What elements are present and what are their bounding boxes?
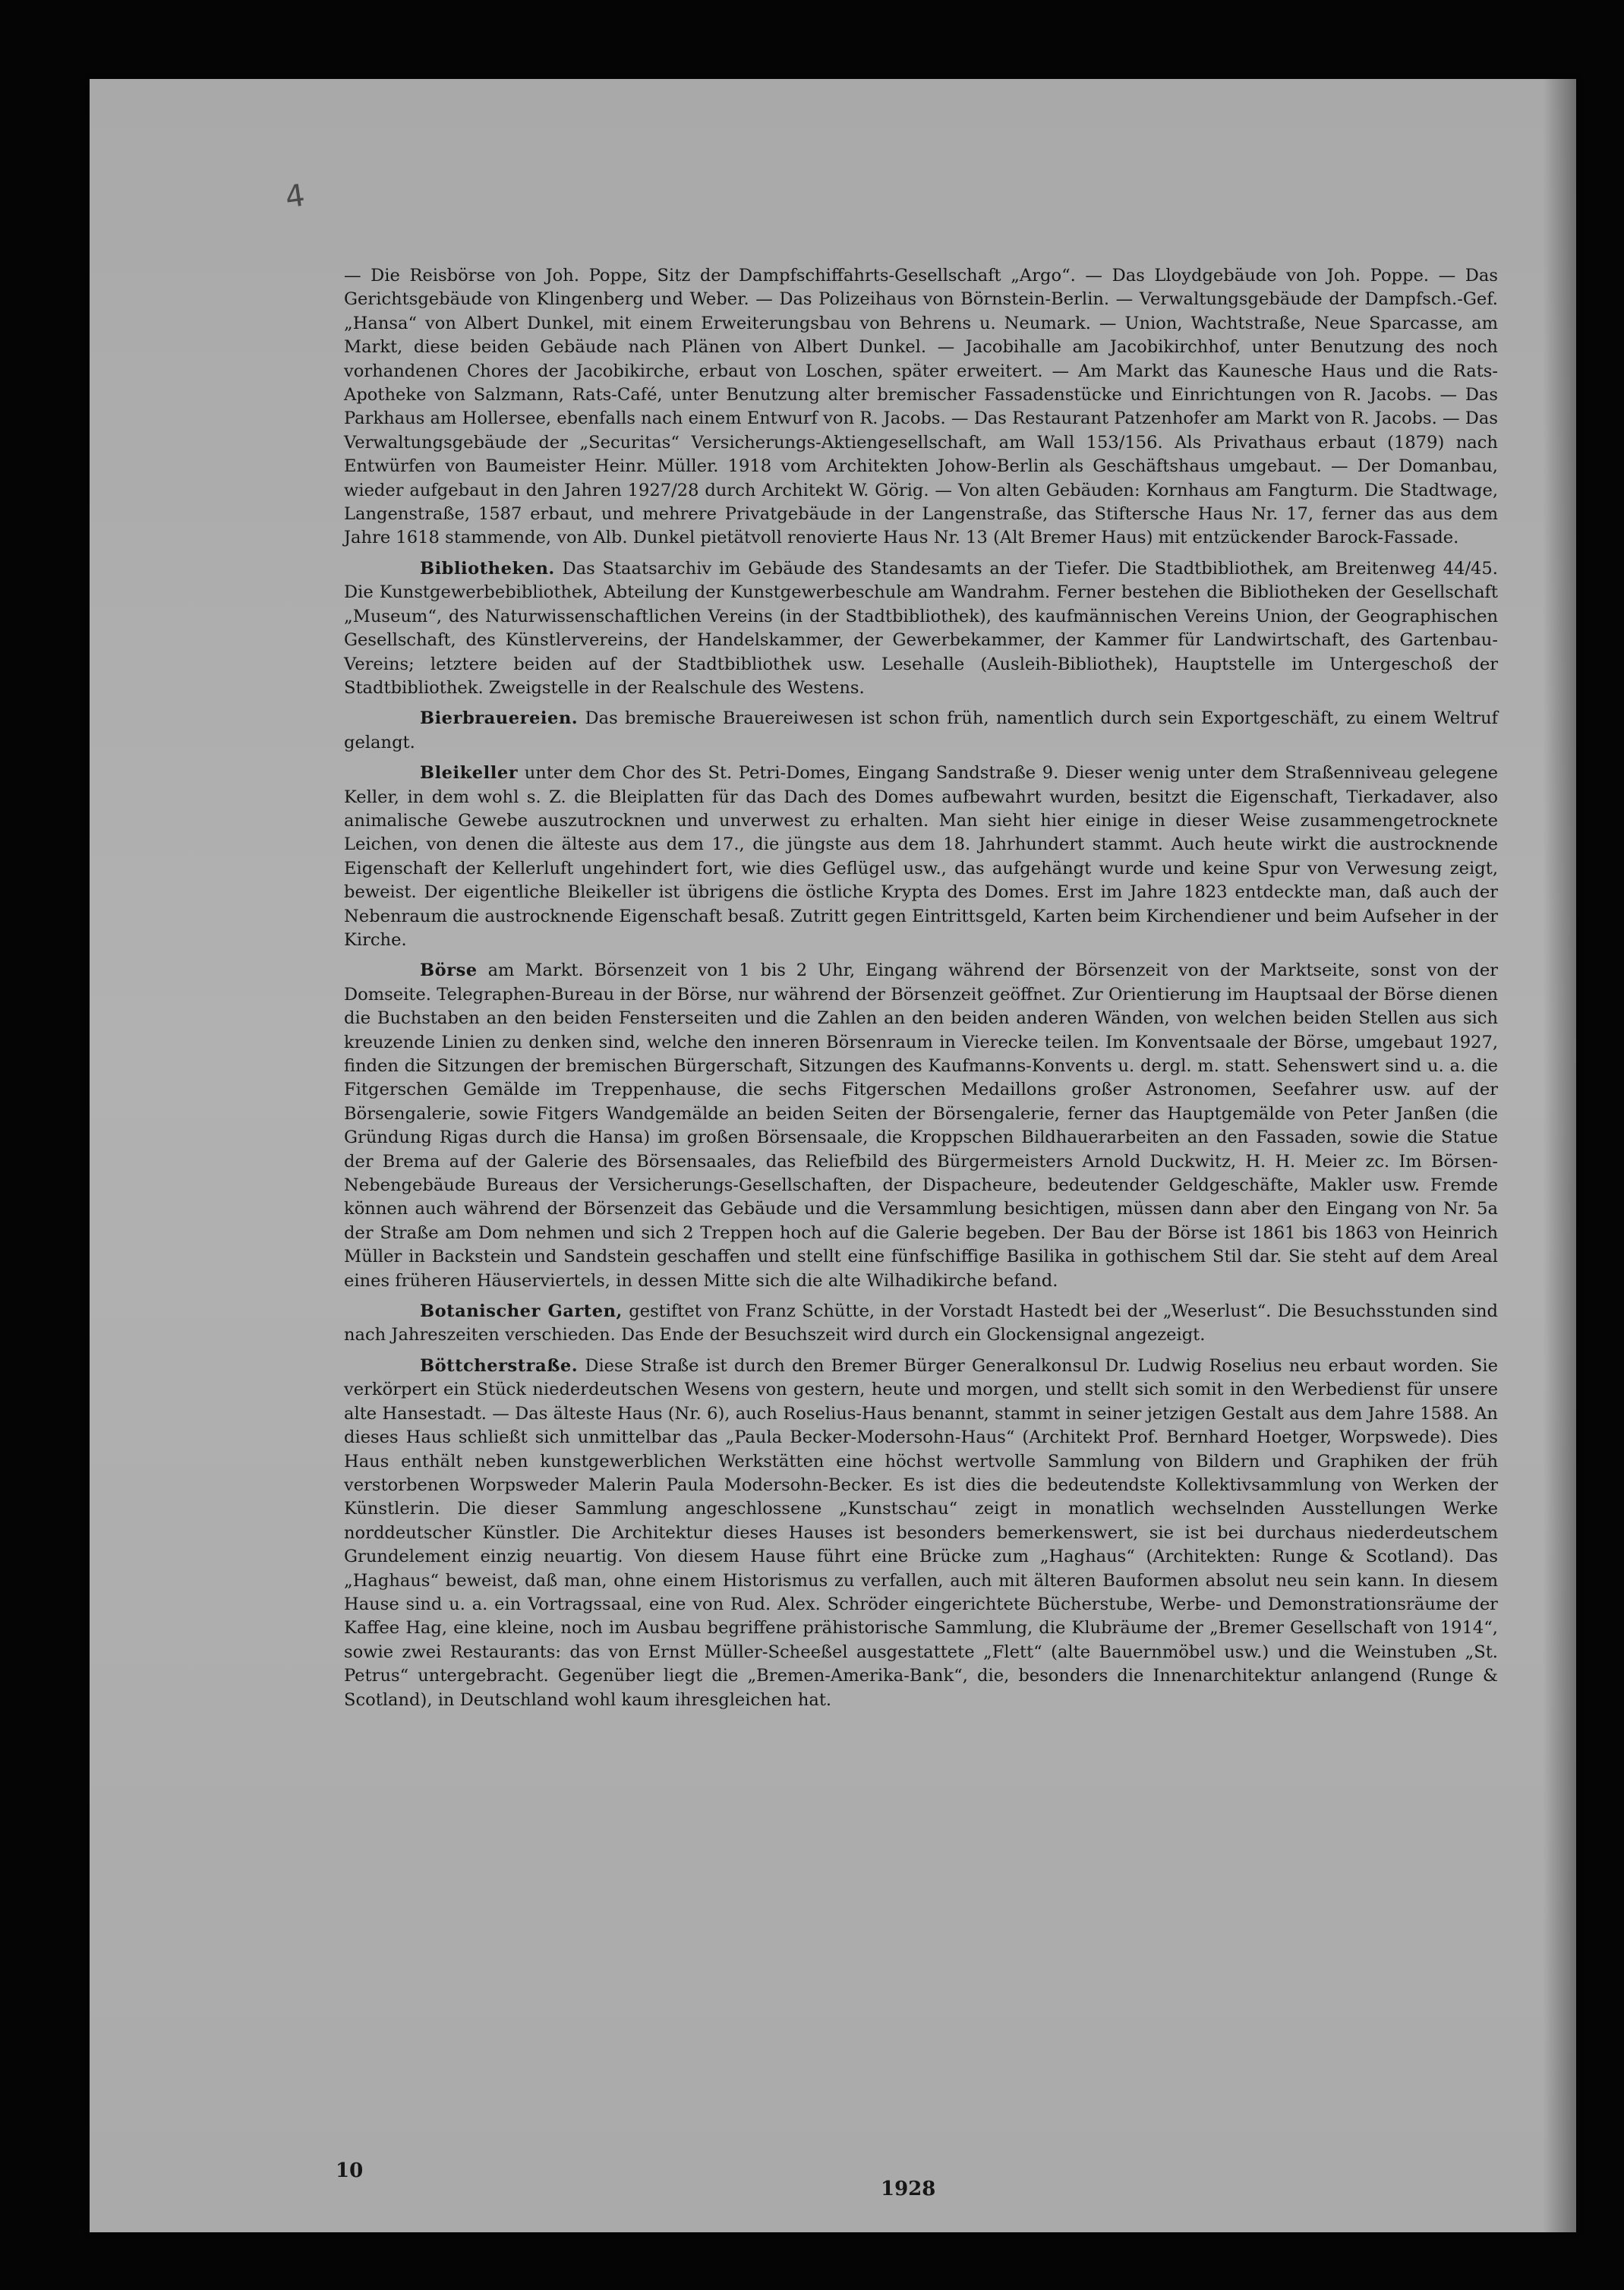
margin-mark: 4 (282, 178, 307, 216)
paragraph-lead: Bleikeller (420, 763, 519, 784)
paragraph-text: Diese Straße ist durch den Bremer Bürger Generalkonsul Dr. Ludwig Roselius neu erbaut worden. Sie verkörpert ein Stück niederdeutschen Wesens von gestern, heute und morgen, und stellt sich somit in den Werbedienst für unsere alte Hansestadt. — Das älteste Haus (Nr. 6), auch Roselius-Haus benannt, stammt in seiner jetzigen Gestalt aus dem Jahre 1588. An dieses Haus schließt sich unmittelbar das „Paula Becker-Modersohn-Haus“ (Architekt Prof. Bernhard Hoetger, Worpswede). Dies Haus enthält neben kunstgewerblichen Werkstätten eine höchst wertvolle Sammlung von Bildern und Graphiken der früh verstorbenen Worpsweder Malerin Paula Modersohn-Becker. Es ist dies die bedeutendste Kollektivsammlung von Werken der Künstlerin. Die dieser Sammlung angeschlossene „Kunstschau“ zeigt in monatlich wechselnden Ausstellungen Werke norddeutscher Künstler. Die Architektur dieses Hauses ist besonders bemerkenswert, sie ist bei durchaus niederdeutschem Grundelement einzig neuartig. Von diesem Hause führt eine Brücke zum „Haghaus“ (Architekten: Runge & Scotland). Das „Haghaus“ beweist, daß man, ohne einem Historismus zu verfallen, auch mit älteren Bauformen absolut neu sein kann. In diesem Hause sind u. a. ein Vortragssaal, eine von Rud. Alex. Schröder eingerichtete Bücherstube, Werbe- und Demonstrationsräume der Kaffee Hag, eine kleine, noch im Ausbau begriffene prähistorische Sammlung, die Klubräume der „Bremer Gesellschaft von 1914“, sowie zwei Restaurants: das von Ernst Müller-Scheeßel ausgestattete „Flett“ (alte Bauernmöbel usw.) und die Weinstuben „St. Petrus“ untergebracht. Gegenüber liegt die „Bremen-Amerika-Bank“, die, besonders die Innenarchitektur anlangend (Runge & Scotland), in Deutschland wohl kaum ihresgleichen hat. (344, 1355, 1498, 1710)
footer-year: 1928 (881, 2178, 936, 2200)
paragraph-boerse (344, 959, 1498, 1293)
paragraph-boettcherstrasse (344, 1355, 1498, 1712)
paragraph-lead: Bibliotheken. (420, 558, 555, 579)
page-number: 10 (336, 2159, 364, 2182)
paragraph-text: unter dem Chor des St. Petri-Domes, Eingang Sandstraße 9. Dieser wenig unter dem Straßenniveau gelegene Keller, in dem wohl s. Z. die Bleiplatten für das Dach des Domes aufbewahrt wurden, besitzt die Eigenschaft, Tierkadaver, also animalische Gewebe auszutrocknen und unverwest zu erhalten. Man sieht hier einige in dieser Weise zusammengetrocknete Leichen, von denen die älteste aus dem 17., die jüngste aus dem 18. Jahrhundert stammt. Auch heute wirkt die austrocknende Eigenschaft der Kellerluft ungehindert fort, wie dies Geflügel usw., das aufgehängt wurde und keine Spur von Verwesung zeigt, beweist. Der eigentliche Bleikeller ist übrigens die östliche Krypta des Domes. Erst im Jahre 1823 entdeckte man, daß auch der Nebenraum die austrocknende Eigenschaft besaß. Zutritt gegen Eintrittsgeld, Karten beim Kirchendiener und beim Aufseher in der Kirche. (344, 763, 1498, 950)
paragraph-text: Das bremische Brauereiwesen ist schon früh, namentlich durch sein Exportgeschäft, zu einem Weltruf gelangt. (344, 708, 1498, 752)
paragraph-text: am Markt. Börsenzeit von 1 bis 2 Uhr, Eingang während der Börsenzeit von der Marktseite, sonst von der Domseite. Telegraphen-Bureau in der Börse, nur während der Börsenzeit geöffnet. Zur Orientierung im Hauptsaal der Börse dienen die Buchstaben an den beiden Fensterseiten und die Zahlen an den beiden anderen Wänden, von welchen beiden Stellen aus sich kreuzende Linien zu denken sind, welche den inneren Börsenraum in Vierecke teilen. Im Konventsaale der Börse, umgebaut 1927, finden die Sitzungen der bremischen Bürgerschaft, Sitzungen des Kaufmanns-Konvents u. dergl. m. statt. Sehenswert sind u. a. die Fitgerschen Gemälde im Treppenhause, die sechs Fitgerschen Medaillons großer Astronomen, Seefahrer usw. auf der Börsengalerie, sowie Fitgers Wandgemälde an beiden Seiten der Börsengalerie, ferner das Hauptgemälde von Peter Janßen (die Gründung Rigas durch die Hansa) im großen Börsensaale, die Kroppschen Bildhauerarbeiten an den Fassaden, sowie die Statue der Brema auf der Galerie des Börsensaales, das Reliefbild des Bürgermeisters Arnold Duckwitz, H. H. Meier zc. Im Börsen-Nebengebäude Bureaus der Versicherungs-Gesellschaften, der Dispacheure, bedeutender Geldgeschäfte, Makler usw. Fremde können auch während der Börsenzeit das Gebäude und die Versammlung besichtigen, müssen dann aber den Eingang von Nr. 5a der Straße am Dom nehmen und sich 2 Treppen hoch auf die Galerie begeben. Der Bau der Börse ist 1861 bis 1863 von Heinrich Müller in Backstein und Sandstein geschaffen und stellt eine fünfschiffige Basilika in gothischem Stil dar. Sie steht auf dem Areal eines früheren Häuserviertels, in dessen Mitte sich die alte Wilhadikirche befand. (344, 960, 1498, 1291)
paragraph-bibliotheken (344, 557, 1498, 700)
text-body (344, 264, 1498, 1719)
paragraph-text: Das Staatsarchiv im Gebäude des Standesamts an der Tiefer. Die Stadtbibliothek, am Breitenweg 44/45. Die Kunstgewerbebibliothek, Abteilung der Kunstgewerbeschule am Wandrahm. Ferner bestehen die Bibliotheken der Gesellschaft „Museum“, des Naturwissenschaftlichen Vereins (in der Stadtbibliothek), des kaufmännischen Vereins Union, der Geographischen Gesellschaft, des Künstlervereins, der Handelskammer, der Gewerbekammer, der Kammer für Landwirtschaft, des Gartenbau-Vereins; letztere beiden auf der Stadtbibliothek usw. Lesehalle (Ausleih-Bibliothek), Hauptstelle im Untergeschoß der Stadtbibliothek. Zweigstelle in der Realschule des Westens. (344, 558, 1498, 698)
paragraph-lead: Börse (420, 960, 478, 981)
paragraph-text: gestiftet von Franz Schütte, in der Vorstadt Hastedt bei der „Weserlust“. Die Besuchsstunden sind nach Jahreszeiten verschieden. Das Ende der Besuchszeit wird durch ein Glockensignal angezeigt. (344, 1301, 1498, 1345)
paragraph-botanischer-garten (344, 1300, 1498, 1348)
paragraph-bierbrauereien (344, 707, 1498, 755)
document-page (90, 79, 1576, 2232)
paragraph-lead: Böttcherstraße. (420, 1355, 579, 1376)
paragraph-lead: Botanischer Garten, (420, 1301, 623, 1322)
paragraph-bleikeller (344, 762, 1498, 952)
paragraph-text: — Die Reisbörse von Joh. Poppe, Sitz der Dampfschiffahrts-Gesellschaft „Argo“. — Das Lloydgebäude von Joh. Poppe. — Das Gerichtsgebäude von Klingenberg und Weber. — Das Polizeihaus von Börnstein-Berlin. — Verwaltungsgebäude der Dampfsch.-Gef. „Hansa“ von Albert Dunkel, mit einem Erweiterungsbau von Behrens u. Neumark. — Union, Wachtstraße, Neue Sparcasse, am Markt, diese beiden Gebäude nach Plänen von Albert Dunkel. — Jacobihalle am Jacobikirchhof, unter Benutzung des noch vorhandenen Chores der Jacobikirche, erbaut von Loschen, später erweitert. — Am Markt das Kaunesche Haus und die Rats-Apotheke von Salzmann, Rats-Café, unter Benutzung alter bremischer Fassadenstücke und Einrichtungen von R. Jacobs. — Das Parkhaus am Hollersee, ebenfalls nach einem Entwurf von R. Jacobs. — Das Restaurant Patzenhofer am Markt von R. Jacobs. — Das Verwaltungsgebäude der „Securitas“ Versicherungs-Aktiengesellschaft, am Wall 153/156. Als Privathaus erbaut (1879) nach Entwürfen von Baumeister Heinr. Müller. 1918 vom Architekten Johow-Berlin als Geschäftshaus umgebaut. — Der Domanbau, wieder aufgebaut in den Jahren 1927/28 durch Architekt W. Görig. — Von alten Gebäuden: Kornhaus am Fangturm. Die Stadtwage, Langenstraße, 1587 erbaut, und mehrere Privatgebäude in der Langenstraße, das Stiftersche Haus Nr. 17, ferner das aus dem Jahre 1618 stammende, von Alb. Dunkel pietätvoll renovierte Haus Nr. 13 (Alt Bremer Haus) mit entzückender Barock-Fassade. (344, 266, 1498, 548)
paragraph-buildings (344, 264, 1498, 550)
paragraph-lead: Bierbrauereien. (420, 708, 579, 729)
